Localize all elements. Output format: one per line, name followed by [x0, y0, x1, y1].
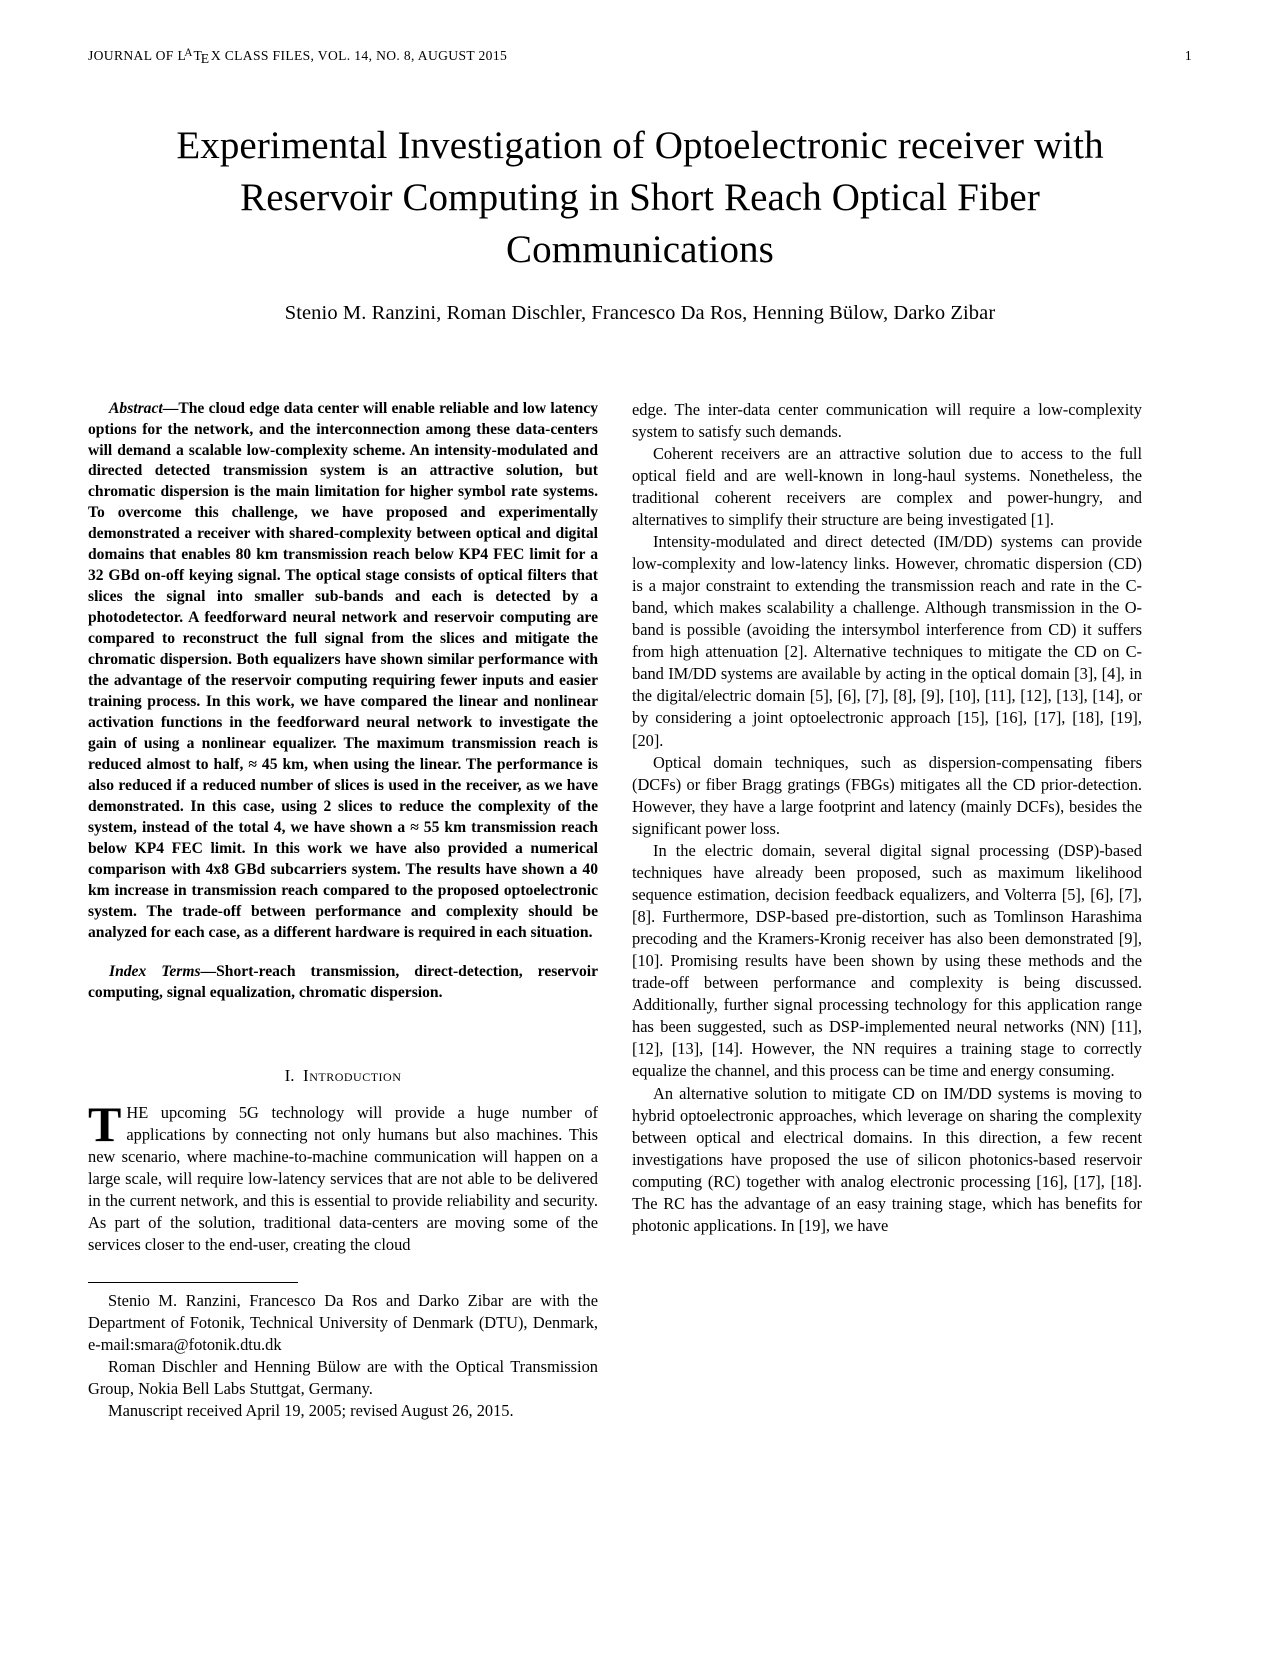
section-heading-introduction: [88, 1066, 598, 1086]
abstract-dash: —: [162, 399, 179, 417]
body-columns: [88, 399, 1192, 1423]
paragraph-imdd: Intensity-modulated and direct detected (IM/DD) systems can provide low-complexity and low-latency links. However, chromatic dispersion (CD) is a major constraint to extending the transmission reach and rate in the C-band, which makes scalability a challenge. Although transmission in the O-band is possible (avoiding the intersymbol interference from CD) it suffers from high attenuation [2]. Alternative techniques to mitigate the CD on C-band IM/DD systems are available by acting in the optical domain [3], [4], in the digital/electric domain [5], [6], [7], [8], [9], [10], [11], [12], [13], [14], or by considering a joint optoelectronic approach [15], [16], [17], [18], [19], [20].: [632, 531, 1142, 750]
index-terms-dash: —: [200, 962, 217, 980]
abstract-text: The cloud edge data center will enable reliable and low latency options for the network, and the interconnection among these data-centers will demand a scalable low-complexity scheme. An intensity-modulated and directed detected transmission system is an attractive solution, but chromatic dispersion is the main limitation for higher symbol rate systems. To overcome this challenge, we have proposed and experimentally demonstrated a receiver with shared-complexity between optical and digital domains that enables 80 km transmission reach below KP4 FEC limit for a 32 GBd on-off keying signal. The optical stage consists of optical filters that slices the signal into smaller sub-bands and each is detected by a photodetector. A feedforward neural network and reservoir computing are compared to reconstruct the full signal from the slices and mitigate the chromatic dispersion. Both equalizers have shown similar performance with the advantage of the reservoir computing requiring fewer inputs and easier training process. In this work, we have compared the linear and nonlinear activation functions in the feedforward neural network to investigate the gain of using a nonlinear equalizer. The maximum transmission reach is reduced almost to half, ≈ 45 km, when using the linear. The performance is also reduced if a reduced number of slices is used in the receiver, as we have demonstrated. In this case, using 2 slices to reduce the complexity of the system, instead of the total 4, we have shown a ≈ 55 km transmission reach below KP4 FEC limit. In this work we have also provided a numerical comparison with 4x8 GBd subcarriers system. The results have shown a 40 km increase in transmission reach compared to the proposed optoelectronic system. The trade-off between performance and complexity should be analyzed for each case, as a different hardware is required in each situation.: [88, 399, 598, 941]
section-name: Introduction: [303, 1065, 402, 1085]
journal-reference: [88, 48, 507, 64]
page-number: 1: [1184, 49, 1192, 64]
author-list: Stenio M. Ranzini, Roman Dischler, Francesco Da Ros, Henning Bülow, Darko Zibar: [284, 301, 996, 324]
drop-cap: T: [88, 1095, 122, 1152]
footnote-affiliation-nokia: Roman Dischler and Henning Bülow are with the Optical Transmission Group, Nokia Bell Labs Stuttgat, Germany.: [88, 1357, 598, 1399]
left-column: [88, 399, 598, 1423]
paragraph-coherent-receivers: Coherent receivers are an attractive solution due to access to the full optical field and are well-known in long-haul systems. Nonetheless, the traditional coherent receivers are complex and power-hungry, and alternatives to simplify their structure are being investigated [1].: [632, 443, 1142, 529]
paragraph-edge: edge. The inter-data center communication will require a low-complexity system to satisfy such demands.: [632, 399, 1142, 441]
abstract-label: Abstract: [109, 399, 163, 417]
section-number: I.: [284, 1065, 295, 1085]
paragraph-electric-domain: In the electric domain, several digital signal processing (DSP)-based techniques have already been proposed, such as maximum likelihood sequence estimation, decision feedback equalizers, and Volterra [5], [6], [7], [8]. Furthermore, DSP-based pre-distortion, such as Tomlinson Harashima precoding and the Kramers-Kronig receiver has also been demonstrated [9], [10]. Promising results have been shown by using these methods and the trade-off between performance and complexity is being discussed. Additionally, further signal processing technology for this application range has been suggested, such as DSP-implemented neural networks (NN) [11], [12], [13], [14]. However, the NN requires a training stage to correctly equalize the channel, and this process can be time and energy consuming.: [632, 840, 1142, 1081]
intro-paragraph: [88, 1095, 598, 1256]
journal-reference-prefix: JOURNAL OF: [88, 48, 178, 63]
latex-logo: $L^A$ TEX: [177, 47, 221, 66]
index-terms: [88, 962, 598, 1004]
running-head: [88, 48, 1192, 68]
paragraph-alternative-solution: An alternative solution to mitigate CD on IM/DD systems is moving to hybrid optoelectronic approaches, which leverage on sharing the complexity between optical and electrical domains. In this direction, a few recent investigations have proposed the use of silicon photonics-based reservoir computing (RC) together with analog electronic processing [16], [17], [18]. The RC has the advantage of an easy training stage, which has benefits for photonic applications. In [19], we have: [632, 1083, 1142, 1235]
paragraph-optical-domain: Optical domain techniques, such as dispersion-compensating fibers (DCFs) or fiber Bragg gratings (FBGs) mitigates all the CD prior-detection. However, they have a large footprint and latency (mainly DCFs), besides the significant power loss.: [632, 752, 1142, 838]
intro-paragraph-text: HE upcoming 5G technology will provide a huge number of applications by connecting not only humans but also machines. This new scenario, where machine-to-machine communication will happen on a large scale, will require low-latency services that are not able to be delivered in the current network, and this is essential to provide reliability and security. As part of the solution, traditional data-centers are moving some of the services closer to the end-user, creating the cloud: [88, 1102, 598, 1255]
journal-reference-suffix: CLASS FILES, VOL. 14, NO. 8, AUGUST 2015: [220, 48, 508, 63]
index-terms-label: Index Terms: [109, 962, 201, 980]
footnote-rule: [88, 1282, 298, 1283]
page-title: Experimental Investigation of Optoelectronic receiver with Reservoir Computing in Short Reach Optical Fiber Communications: [176, 124, 1104, 271]
abstract: [88, 399, 598, 944]
footnote-manuscript-dates: Manuscript received April 19, 2005; revised August 26, 2015.: [108, 1401, 514, 1421]
index-terms-text: Short-reach transmission, direct-detection, reservoir computing, signal equalization, chromatic dispersion.: [88, 962, 599, 1001]
footnote-block: [88, 1282, 598, 1422]
right-column: [632, 399, 1142, 1237]
title-block: [88, 120, 1192, 325]
footnote-affiliation-dtu: Stenio M. Ranzini, Francesco Da Ros and Darko Zibar are with the Department of Fotonik, Technical University of Denmark (DTU), Denmark, e-mail:smara@fotonik.dtu.dk: [88, 1291, 598, 1355]
